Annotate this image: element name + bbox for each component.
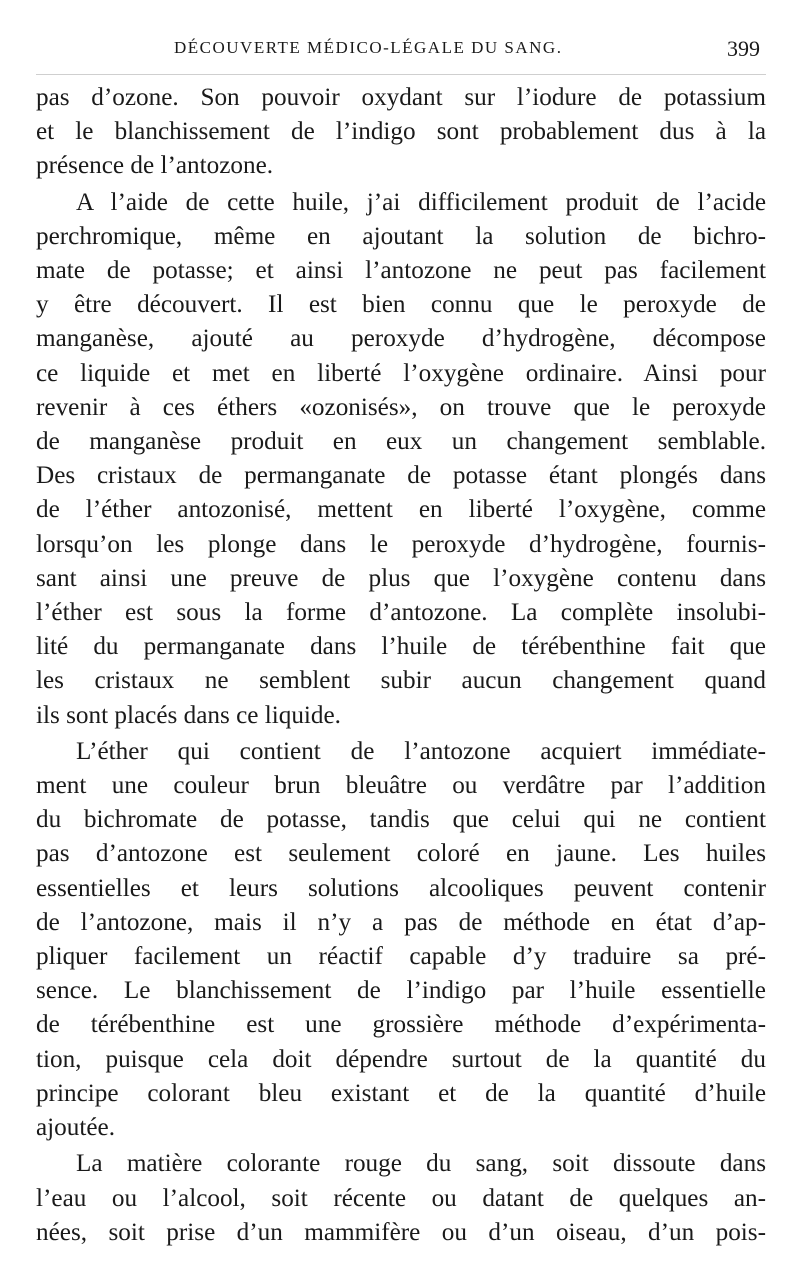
body-text [36, 81, 766, 1250]
text-line: de manganèse produit en eux un changement semblable. [36, 428, 766, 456]
paragraph [36, 186, 766, 733]
text-line: ment une couleur brun bleuâtre ou verdâtre par l’addition [36, 772, 766, 800]
text-line: A l’aide de cette huile, j’ai difficilement produit de l’acide [76, 188, 766, 216]
text-line: mate de potasse; et ainsi l’antozone ne peut pas facilement [36, 257, 766, 285]
paragraph [36, 1147, 766, 1250]
text-line: ce liquide et met en liberté l’oxygène ordinaire. Ainsi pour [36, 359, 766, 387]
text-line: de l’éther antozonisé, mettent en liberté l’oxygène, comme [36, 496, 766, 524]
text-line: et le blanchissement de l’indigo sont probablement dus à la [36, 118, 766, 146]
text-line: pas d’antozone est seulement coloré en jaune. Les huiles [36, 840, 766, 868]
text-line: ajoutée. [36, 1114, 116, 1142]
text-line: ils sont placés dans ce liquide. [36, 701, 341, 729]
text-line: Des cristaux de permanganate de potasse étant plongés dans [36, 462, 766, 490]
text-line: lorsqu’on les plonge dans le peroxyde d’hydrogène, fournis- [36, 530, 766, 558]
text-line: nées, soit prise d’un mammifère ou d’un oiseau, d’un pois- [36, 1218, 766, 1246]
text-line: l’eau ou l’alcool, soit récente ou datant de quelques an- [36, 1184, 766, 1212]
text-line: de l’antozone, mais il n’y a pas de méthode en état d’ap- [36, 908, 766, 936]
running-title: DÉCOUVERTE MÉDICO-LÉGALE DU SANG. [174, 38, 563, 57]
text-line: y être découvert. Il est bien connu que le peroxyde de [36, 291, 766, 319]
running-head [36, 30, 766, 75]
text-line: lité du permanganate dans l’huile de térébenthine fait que [36, 633, 766, 661]
text-line: pliquer facilement un réactif capable d’y traduire sa pré- [36, 943, 766, 971]
text-line: présence de l’antozone. [36, 152, 274, 180]
paragraph [36, 81, 766, 184]
text-line: tion, puisque cela doit dépendre surtout de la quantité du [36, 1045, 766, 1073]
text-line: l’éther est sous la forme d’antozone. La complète insolubi- [36, 599, 766, 627]
text-line: pas d’ozone. Son pouvoir oxydant sur l’iodure de potassium [36, 84, 766, 111]
text-line: du bichromate de potasse, tandis que celui qui ne contient [36, 806, 766, 834]
text-line: sence. Le blanchissement de l’indigo par l’huile essentielle [36, 977, 766, 1005]
text-line: La matière colorante rouge du sang, soit dissoute dans [76, 1150, 766, 1178]
text-line: de térébenthine est une grossière méthode d’expérimenta- [36, 1011, 766, 1039]
text-line: manganèse, ajouté au peroxyde d’hydrogène, décompose [36, 325, 766, 353]
text-line: principe colorant bleu existant et de la quantité d’huile [36, 1079, 766, 1107]
text-line: les cristaux ne semblent subir aucun changement quand [36, 667, 766, 695]
text-line: essentielles et leurs solutions alcooliques peuvent contenir [36, 874, 766, 902]
text-line: sant ainsi une preuve de plus que l’oxygène contenu dans [36, 564, 766, 592]
paragraph [36, 735, 766, 1145]
text-line: revenir à ces éthers «ozonisés», on trouve que le peroxyde [36, 393, 766, 421]
page-number: 399 [727, 36, 760, 61]
text-line: perchromique, même en ajoutant la solution de bichro- [36, 222, 766, 250]
text-line: L’éther qui contient de l’antozone acquiert immédiate- [76, 737, 766, 765]
